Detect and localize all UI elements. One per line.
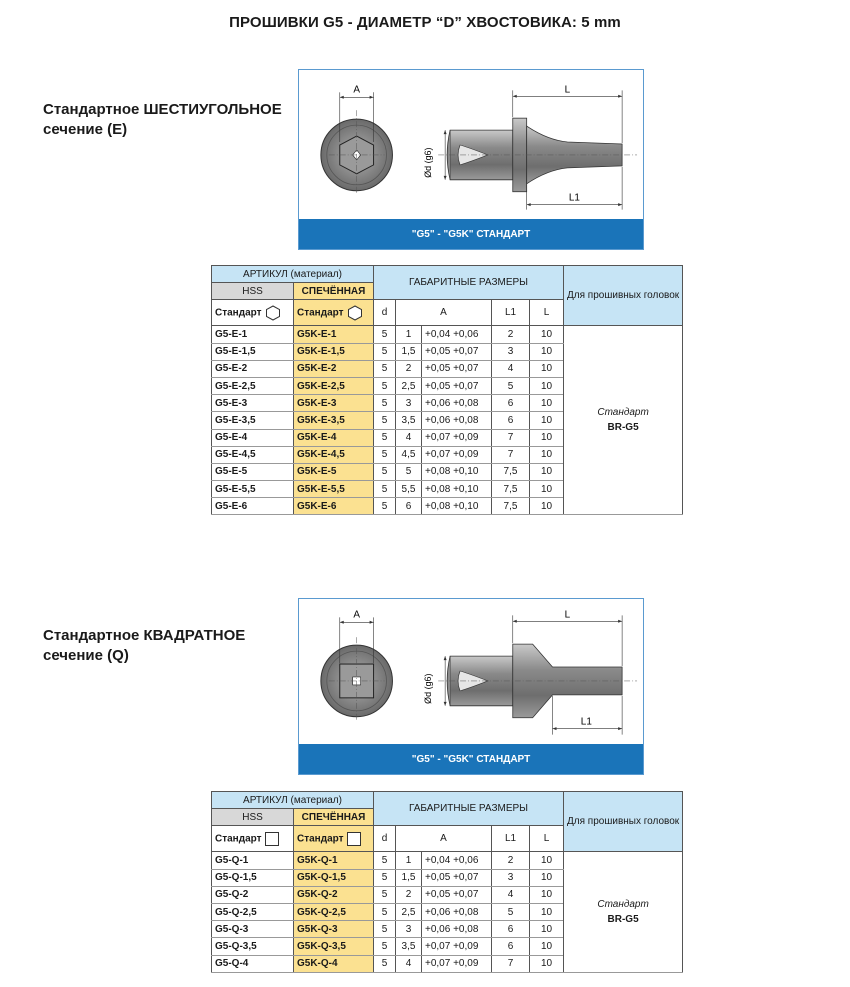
for-heads-header: Для прошивных головок bbox=[564, 792, 683, 852]
a-value: 4 bbox=[396, 429, 422, 446]
hss-code: G5-E-4,5 bbox=[212, 446, 294, 463]
std-hss-cell: Стандарт bbox=[212, 826, 294, 852]
broach-drawing-hex bbox=[299, 70, 643, 220]
l-value: 10 bbox=[530, 938, 564, 955]
d-value: 5 bbox=[374, 463, 396, 480]
hss-code: G5-Q-3 bbox=[212, 921, 294, 938]
dim-a-label: A bbox=[353, 609, 360, 621]
a-tolerance: +0,06 +0,08 bbox=[422, 921, 492, 938]
hss-code: G5-Q-1,5 bbox=[212, 869, 294, 886]
d-value: 5 bbox=[374, 955, 396, 972]
hss-code: G5-E-5 bbox=[212, 463, 294, 480]
hss-code: G5-E-5,5 bbox=[212, 481, 294, 498]
square-icon bbox=[265, 832, 279, 846]
article-header: АРТИКУЛ (материал) bbox=[212, 266, 374, 283]
for-standard: Стандарт bbox=[597, 407, 649, 419]
dims-header: ГАБАРИТНЫЕ РАЗМЕРЫ bbox=[374, 792, 564, 826]
col-l-header: L bbox=[530, 300, 564, 326]
hss-code: G5-Q-2,5 bbox=[212, 903, 294, 920]
technical-drawing-hex bbox=[298, 69, 644, 250]
d-value: 5 bbox=[374, 481, 396, 498]
sintered-code: G5K-E-3,5 bbox=[294, 412, 374, 429]
a-tolerance: +0,07 +0,09 bbox=[422, 446, 492, 463]
col-l-header: L bbox=[530, 826, 564, 852]
dim-l1-label: L1 bbox=[568, 192, 580, 204]
d-value: 5 bbox=[374, 412, 396, 429]
a-value: 1 bbox=[396, 326, 422, 343]
a-tolerance: +0,08 +0,10 bbox=[422, 498, 492, 515]
sintered-code: G5K-E-2 bbox=[294, 360, 374, 377]
sintered-code: G5K-E-4 bbox=[294, 429, 374, 446]
l1-value: 3 bbox=[492, 343, 530, 360]
l-value: 10 bbox=[530, 395, 564, 412]
spec-table-square bbox=[211, 791, 683, 973]
l1-value: 6 bbox=[492, 921, 530, 938]
l-value: 10 bbox=[530, 326, 564, 343]
article-header: АРТИКУЛ (материал) bbox=[212, 792, 374, 809]
d-value: 5 bbox=[374, 326, 396, 343]
a-value: 1,5 bbox=[396, 343, 422, 360]
l1-value: 7,5 bbox=[492, 463, 530, 480]
col-a-header: A bbox=[396, 826, 492, 852]
technical-drawing-square bbox=[298, 598, 644, 775]
sintered-code: G5K-Q-1 bbox=[294, 852, 374, 869]
d-value: 5 bbox=[374, 869, 396, 886]
d-value: 5 bbox=[374, 903, 396, 920]
a-tolerance: +0,06 +0,08 bbox=[422, 412, 492, 429]
a-tolerance: +0,06 +0,08 bbox=[422, 395, 492, 412]
standard-band: "G5" - "G5K" СТАНДАРТ bbox=[299, 219, 643, 249]
l1-value: 7,5 bbox=[492, 481, 530, 498]
table-row bbox=[212, 326, 683, 343]
broach-drawing-square bbox=[299, 599, 643, 745]
dim-d-label: Ød (g6) bbox=[423, 147, 434, 178]
hss-code: G5-E-2,5 bbox=[212, 377, 294, 394]
l1-value: 6 bbox=[492, 938, 530, 955]
for-model: BR-G5 bbox=[607, 422, 639, 434]
d-value: 5 bbox=[374, 498, 396, 515]
col-a-header: A bbox=[396, 300, 492, 326]
sintered-code: G5K-Q-3,5 bbox=[294, 938, 374, 955]
section-title-square bbox=[43, 626, 245, 666]
section-title-line2: сечение (Q) bbox=[43, 647, 129, 664]
a-value: 6 bbox=[396, 498, 422, 515]
l1-value: 6 bbox=[492, 412, 530, 429]
l-value: 10 bbox=[530, 955, 564, 972]
hss-code: G5-E-2 bbox=[212, 360, 294, 377]
hss-code: G5-E-3 bbox=[212, 395, 294, 412]
a-tolerance: +0,04 +0,06 bbox=[422, 326, 492, 343]
l1-value: 7,5 bbox=[492, 498, 530, 515]
section-title-line2: сечение (E) bbox=[43, 121, 128, 138]
sintered-code: G5K-Q-1,5 bbox=[294, 869, 374, 886]
section-title-line1: Стандартное ШЕСТИУГОЛЬНОЕ bbox=[43, 101, 282, 118]
a-tolerance: +0,07 +0,09 bbox=[422, 429, 492, 446]
l-value: 10 bbox=[530, 852, 564, 869]
hss-code: G5-E-4 bbox=[212, 429, 294, 446]
a-value: 4,5 bbox=[396, 446, 422, 463]
section-title-line1: Стандартное КВАДРАТНОЕ bbox=[43, 627, 246, 644]
sintered-code: G5K-E-2,5 bbox=[294, 377, 374, 394]
hss-code: G5-Q-1 bbox=[212, 852, 294, 869]
a-value: 1 bbox=[396, 852, 422, 869]
sintered-code: G5K-E-1,5 bbox=[294, 343, 374, 360]
sintered-header: СПЕЧЁННАЯ bbox=[294, 283, 374, 300]
a-tolerance: +0,07 +0,09 bbox=[422, 938, 492, 955]
a-tolerance: +0,06 +0,08 bbox=[422, 903, 492, 920]
sintered-code: G5K-Q-3 bbox=[294, 921, 374, 938]
l1-value: 2 bbox=[492, 852, 530, 869]
hss-code: G5-E-1 bbox=[212, 326, 294, 343]
hexagon-icon bbox=[347, 305, 363, 321]
l-value: 10 bbox=[530, 903, 564, 920]
l1-value: 4 bbox=[492, 360, 530, 377]
l-value: 10 bbox=[530, 429, 564, 446]
l1-value: 3 bbox=[492, 869, 530, 886]
l-value: 10 bbox=[530, 463, 564, 480]
sintered-code: G5K-E-5,5 bbox=[294, 481, 374, 498]
a-tolerance: +0,05 +0,07 bbox=[422, 886, 492, 903]
d-value: 5 bbox=[374, 360, 396, 377]
col-d-header: d bbox=[374, 300, 396, 326]
a-tolerance: +0,08 +0,10 bbox=[422, 481, 492, 498]
hss-code: G5-E-3,5 bbox=[212, 412, 294, 429]
sintered-code: G5K-Q-2 bbox=[294, 886, 374, 903]
a-tolerance: +0,05 +0,07 bbox=[422, 343, 492, 360]
a-value: 2 bbox=[396, 360, 422, 377]
hss-code: G5-E-6 bbox=[212, 498, 294, 515]
spec-table-hex bbox=[211, 265, 683, 515]
l1-value: 4 bbox=[492, 886, 530, 903]
a-value: 2 bbox=[396, 886, 422, 903]
l-value: 10 bbox=[530, 498, 564, 515]
d-value: 5 bbox=[374, 921, 396, 938]
col-l1-header: L1 bbox=[492, 300, 530, 326]
std-sint-cell: Стандарт bbox=[294, 826, 374, 852]
hss-code: G5-Q-3,5 bbox=[212, 938, 294, 955]
l1-value: 7 bbox=[492, 446, 530, 463]
l-value: 10 bbox=[530, 481, 564, 498]
a-value: 3 bbox=[396, 395, 422, 412]
table-row bbox=[212, 852, 683, 869]
sintered-code: G5K-E-1 bbox=[294, 326, 374, 343]
d-value: 5 bbox=[374, 852, 396, 869]
for-heads-header: Для прошивных головок bbox=[564, 266, 683, 326]
a-tolerance: +0,05 +0,07 bbox=[422, 360, 492, 377]
a-value: 2,5 bbox=[396, 377, 422, 394]
a-tolerance: +0,05 +0,07 bbox=[422, 377, 492, 394]
l-value: 10 bbox=[530, 921, 564, 938]
a-tolerance: +0,04 +0,06 bbox=[422, 852, 492, 869]
d-value: 5 bbox=[374, 938, 396, 955]
section-title-hex bbox=[43, 100, 282, 140]
a-value: 4 bbox=[396, 955, 422, 972]
a-tolerance: +0,08 +0,10 bbox=[422, 463, 492, 480]
l-value: 10 bbox=[530, 869, 564, 886]
col-d-header: d bbox=[374, 826, 396, 852]
d-value: 5 bbox=[374, 343, 396, 360]
dim-a-label: A bbox=[353, 84, 360, 96]
d-value: 5 bbox=[374, 429, 396, 446]
l-value: 10 bbox=[530, 446, 564, 463]
for-standard: Стандарт bbox=[597, 899, 649, 911]
sintered-code: G5K-E-6 bbox=[294, 498, 374, 515]
l1-value: 7 bbox=[492, 429, 530, 446]
dim-d-label: Ød (g6) bbox=[423, 673, 434, 704]
l1-value: 7 bbox=[492, 955, 530, 972]
page-title: ПРОШИВКИ G5 - ДИАМЕТР “D” ХВОСТОВИКА: 5 mm bbox=[229, 14, 621, 31]
sintered-code: G5K-Q-2,5 bbox=[294, 903, 374, 920]
standard-band: "G5" - "G5K" СТАНДАРТ bbox=[299, 744, 643, 774]
l-value: 10 bbox=[530, 360, 564, 377]
std-hss-cell: Стандарт bbox=[212, 300, 294, 326]
a-value: 1,5 bbox=[396, 869, 422, 886]
a-value: 5 bbox=[396, 463, 422, 480]
hss-code: G5-E-1,5 bbox=[212, 343, 294, 360]
l1-value: 5 bbox=[492, 377, 530, 394]
hss-code: G5-Q-4 bbox=[212, 955, 294, 972]
dim-l-label: L bbox=[564, 609, 571, 621]
d-value: 5 bbox=[374, 446, 396, 463]
a-value: 3 bbox=[396, 921, 422, 938]
a-value: 5,5 bbox=[396, 481, 422, 498]
d-value: 5 bbox=[374, 377, 396, 394]
a-value: 3,5 bbox=[396, 938, 422, 955]
a-tolerance: +0,07 +0,09 bbox=[422, 955, 492, 972]
d-value: 5 bbox=[374, 886, 396, 903]
d-value: 5 bbox=[374, 395, 396, 412]
l-value: 10 bbox=[530, 412, 564, 429]
sintered-header: СПЕЧЁННАЯ bbox=[294, 809, 374, 826]
std-sint-cell: Стандарт bbox=[294, 300, 374, 326]
a-value: 3,5 bbox=[396, 412, 422, 429]
a-value: 2,5 bbox=[396, 903, 422, 920]
l-value: 10 bbox=[530, 377, 564, 394]
dim-l1-label: L1 bbox=[580, 716, 592, 728]
for-heads-cell bbox=[564, 852, 683, 972]
hss-code: G5-Q-2 bbox=[212, 886, 294, 903]
for-model: BR-G5 bbox=[607, 914, 639, 926]
sintered-code: G5K-E-4,5 bbox=[294, 446, 374, 463]
l-value: 10 bbox=[530, 343, 564, 360]
sintered-code: G5K-E-5 bbox=[294, 463, 374, 480]
a-tolerance: +0,05 +0,07 bbox=[422, 869, 492, 886]
for-heads-cell bbox=[564, 326, 683, 515]
l-value: 10 bbox=[530, 886, 564, 903]
square-icon bbox=[347, 832, 361, 846]
col-l1-header: L1 bbox=[492, 826, 530, 852]
sintered-code: G5K-Q-4 bbox=[294, 955, 374, 972]
hss-header: HSS bbox=[212, 809, 294, 826]
l1-value: 5 bbox=[492, 903, 530, 920]
dim-l-label: L bbox=[564, 84, 571, 96]
hexagon-icon bbox=[265, 305, 281, 321]
sintered-code: G5K-E-3 bbox=[294, 395, 374, 412]
l1-value: 2 bbox=[492, 326, 530, 343]
l1-value: 6 bbox=[492, 395, 530, 412]
hss-header: HSS bbox=[212, 283, 294, 300]
dims-header: ГАБАРИТНЫЕ РАЗМЕРЫ bbox=[374, 266, 564, 300]
